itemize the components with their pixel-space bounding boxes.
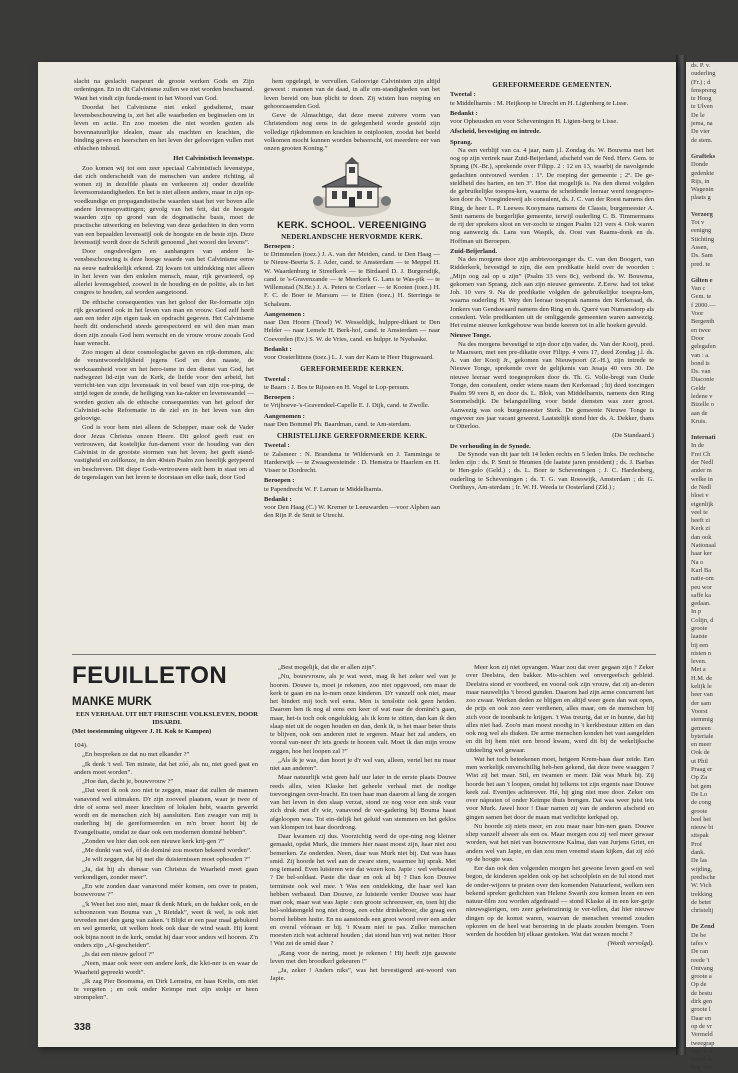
facing-page-line: Van c — [691, 285, 706, 293]
paragraph: te Papendrecht W. F. Laman te Middelharnis. — [264, 485, 384, 493]
facing-page-line: f 2000.— — [691, 301, 716, 309]
facing-page-line: Donde — [691, 161, 709, 169]
facing-page-line: De las — [691, 857, 708, 865]
facing-page-line: ut Phil — [691, 757, 708, 765]
facing-page-line: plaats g — [691, 194, 711, 202]
facing-page-line: bloei v — [691, 492, 709, 500]
facing-page-line: saffe ka — [691, 591, 711, 599]
paragraph: „Dat weet ik ook zoo niet te zeggen, maar dat zullen de mannen vanavond wel uitmaken. D'r zijn zooveel plaatsen, waar je twee of drie of soms wel meer knechten of lokalen hebt, waarin gewerkt wordt en de menschen zich bij aansluiten. Een zwager van mij is ouderling bij de gereformeerden en m'n broer hoort bij de Evangelisatie, omdat ze daar ook een modernen dominé hebben”. — [74, 787, 258, 836]
facing-page-line: trekking — [691, 890, 713, 898]
paragraph: Eer dan ook den volgenden morgen het gewone leven goed en wel begon, de kinderen spelden ook op het schoolplein en de Iul stond met de onder-wijzers te praten over den komenden Natuurfeest, welken een bekend spreker gedichten van Helene Swarth zou komen lezen en een natuur-film zou worden afgedraaid — stond Klaske al in een ker-getje nieuwsgierigen, om zeer geheimzinnig te ver-tellen, dat hier nieuwe dingen op de komst waren, waarvan de menschen vreemd zouden opkoren en de heel wat beroering in de plaats zouden brengen. Toen werden de hoofden bij elkaar gestoken. Wat dat wezen mocht ? — [466, 865, 654, 938]
facing-page-edge — [686, 62, 738, 1072]
paragraph: „Ik denk 't wel. Ten minste, dat het zóó, als nu, niet goed gaat en anders moet worden”. — [74, 760, 258, 776]
label: Beroepen : — [264, 394, 295, 401]
facing-page-line: de Nedl — [691, 483, 712, 491]
paragraph: De Synode van dit jaar telt 14 leden rechts en 5 leden links. De rechtsche leden zijn : ds. P. Smit te Heumen (de laatste jaren president) ; ds. J. Barbas te Hen-gelo (Geld.) ; ds. L. Boer te Scheveningen ; J. C. Hardenberg, ouderling te Scheveningen ; ds. T. G. van Roeswijk, Amsterdam ; dr. G. Oorthuys, Am-sterdam ; Ir. W. H. Weeda te Oosterland (Zld.) ; — [450, 450, 654, 491]
paragraph: te Vrijhoeve-'s-Gravendeel-Capelle E. J. Dijk, cand. te Zwolle. — [264, 402, 430, 410]
facing-page-line: te Hoog — [691, 95, 712, 103]
facing-page-line: Gilten e — [691, 276, 713, 284]
facing-page-line: Op de — [691, 981, 707, 989]
facing-page-line: tafes v — [691, 939, 708, 947]
facing-page-line: Na o — [691, 558, 704, 566]
facing-page-line: te Ulven — [691, 103, 713, 111]
feuilleton-column-3 — [466, 664, 654, 949]
label: Bedankt : — [264, 495, 292, 503]
paragraph: „En bespreken ze dat nu met elkander ?” — [82, 751, 190, 759]
paragraph: Meer kon zij niet opvangen. Waar zou dat over gegaan zijn ? Zeker over Deelstra, den bakker. Mis-schien wel onvergeefsch gebleid. Deelstra stond er voorbeed, en vooral ook zijn vrouw, dat zij an-deren maar nauwelijks 't brood gunden. Daarom had zijn arme concurrent het zoo zwaar. Werken deden ze blijgen en altijd weer geen dan wat open, de prijs en ook zoo zeer verdienen, alles maar, om de menschen bij zich voor de toonbank te krijgen. 't Was treurig, dat er in hunne, dat hij alles niet had. Zoo'n man moest noodig in 't kerkbestuur zitten en dan ook nog wel als diaken. De arme menschen konden het vast aangelden en dit bij hem niet een brood kwam, werd dit bij de wekelijksche uitdeeling wel gewaar. — [466, 664, 654, 754]
book-gutter — [676, 55, 686, 1055]
paragraph: Na een verblijf van ca. 4 jaar, nam j.l. Zondag ds. W. Bouwma met het oog op zijn vertrek naar Zuid-Beijerland, afscheid van de Ned. Herv. Gem. te Sprang (N.-Br.), sprekende over Filipp. 2 : 12 en 13, waarbij de navolgende gedachten ontvouwd werden : 1º. De roeping der gemeente ; 2º. De ge-steldheid des harten, en ten 3º. Hoe dat mogelijk is. Na den dienst volgden de gebruikelijke toespra-ken, waarna de scheidende leeraar werd toegespro-ken door ds. Vroegindeweij als consulent, ds. J. C. van der Roest namens den Ring, de heer L. P. Leewes Kooymans namens de Classis, burgemeester A. Smit namens de burgerlijke gemeente, terwijl ouderling C. B. Timmermans de rij der sprekers sloot en ver-zocht te zingen Psalm 121 vers 4. Ook waren nog aanwezig ds. Lans van Waspik, ds. Oost van Raams-donk en ds. Hoffman uit Beroepen. — [450, 146, 654, 245]
facing-page-line: Geldr — [691, 384, 706, 392]
facing-page-line: De Zend — [691, 923, 715, 931]
paragraph: „Je wilt zeggen, dat hij met die duisternissen moet ophouden ?” — [82, 856, 250, 864]
facing-page-line: De Lo — [691, 790, 708, 798]
facing-page-line: dan ook — [691, 533, 712, 541]
facing-page-line: Vermeld — [691, 1031, 713, 1039]
paragraph: voor Den Haag (C.) W. Kremer te Leeuwarden —voor Alphen aan den Rijn P. de Smit te Utrecht. — [264, 504, 440, 520]
facing-page-line: laatste — [691, 633, 708, 641]
section-heading: NEDERLANDSCHE HERVORMDE KERK. — [281, 232, 423, 241]
facing-page-line: natie-om — [691, 575, 714, 583]
paragraph: Zoo mogen al deze cosmologische gaven en rijk-dommen, als: de verantwoordelijkheid jegens God en den naaste, de werkzaamheid voor en het hero-isme in den dienst van God, het nadwgezet lid-zijn van de Kerk, de liefde voor den arbeid, het verricht-ten van zijn levenstaak in vol besef van zijn roe-ping, de strijd tegen de zonde, de heiliging van ka-rakter en levenswandel — worden gezien als de ethische consequenties van het geloof der Calvinisti-sche Reformatie in de ziel en in het leven van den geloovige. — [74, 349, 254, 422]
facing-page-line: Bizelle o — [691, 401, 714, 409]
paragraph: naar Den Bommel Ph. Baardman, cand. te Am-sterdam. — [264, 420, 412, 428]
label: Beroepen : — [264, 242, 295, 250]
facing-page-line: leven. — [691, 658, 707, 666]
feuilleton-title: FEUILLETON — [72, 662, 228, 689]
paragraph: God is voor hem niet alleen de Schepper, maar ook de Vader door Jezus Christus onzen Heere. Dit geloof geeft rust en vertrouwen, dat kostelijke fun-dament voor de houding van den Calvinist in de grootste stormen van het leven; het geeft stand-vastigheid en zelfkeuze, in den 40sten Psalm zoo heerlijk getypeerd en beschreven. Dit diepe Gods-vertrouwen stelt hem in staat om al de tegenslagen van het leven te doorstaan en elke taak, door God — [74, 424, 254, 481]
paragraph: Nu hoorde zij niets meer, en zou maar naar bin-nen gaan. Douwe sliep vanzelf alweer als een os. Maar morgen zou zij wel meer gewaar worden, wat het niet van bouwvrouw Kalma, dan van Jurjens Griet, en anders wel van Japie, en dan zou men vreemd staan kijken, dat zij zóó op de hoogte was. — [466, 822, 654, 863]
facing-page-line: welke in — [691, 475, 713, 483]
facing-page-line: Door — [691, 334, 705, 342]
facing-page-line: dirk gen — [691, 998, 713, 1006]
facing-page-line: Ook de — [691, 749, 710, 757]
facing-page-line: Ontvang — [691, 964, 714, 972]
facing-page-line: Ds. van — [691, 368, 711, 376]
paragraph: te Middelharnis : M. Heijkoop te Utrecht en H. Ligtenberg te Lisse. — [450, 99, 629, 107]
facing-page-line: eigenlijk — [691, 500, 714, 508]
paragraph: Maar natuurlijk wist geen half uur later in de eerste plaats Douwe reeds alles, wien Klaske het geheele verhaal met de nodige toevoegingen over-bracht. En toen haar man daarom al lang de zorgen van het leven in den slaap verzat, stond ze nog voor een stuk vuur zich druk met d'r wie, vanavond de ver-gadering bij Bouma haast afgeloopen was. Tot ein-delijk het geluid van stemmen en het geklos van klompen tot haar doordrong. — [270, 774, 456, 831]
label: Beroepen : — [264, 477, 295, 485]
facing-page-line: ds. P. v. — [691, 62, 711, 69]
feuilleton-header — [72, 662, 262, 735]
facing-page-line: De vier — [691, 128, 710, 136]
paragraph: Daar kwamen zij dus. Voorzichtig werd de ope-ning nog kleiner gemaakt, opdat Murk, die immers hier naast moest zijn, haar niet zou bemerken. Ze onderden. Neen, daar was Murk niet bij. Dat was haas smid. Zij hoorde het wel aan de zware stem, waarmee hij sprak. Met nog iemand. Even luisteren wie dat wezen kon. Japie : wel verbazend ? De bel-soldaat. Paste die daar en ook al bij ? Dan kon Douwe terminste ook wel mee. 't Was een ontdekking, die haar wel kan hebben verbaasd. Dan Douwe, ze luisterde verder Douwe was haar man ook, maar wat was Japie : een groote schreeuwer, en, toen hij die bel-soldatengeld nog niet droeg, een echte drinkebroer, die graag een borrel hebben lustte. En nu aanstonds een groot woord over een ander en overal vóóraan er bij. 't Kwam niet te pas. Zulke menschen moesten zich wat achteraf houden ; dat stond hun vrij wat netter. Hoor ! Wat zei de smid daar ? — [270, 833, 456, 948]
paragraph: Doordat het Calvinisme niet enkel godsdienst, maar levensbeschouwing is, zet het alle waarheden en beginselen om in leven en actie. En zoo moeten die niet worden gezien als bovennatuurlijke idealen, maar als machten en krachten, die binding geven en heerschen en het leven der geloovigen vullen met ethischen inhoud. — [74, 103, 254, 152]
facing-page-line: nieuw bi — [691, 824, 714, 832]
facing-page-line: de betet — [691, 898, 712, 906]
church-school-logo — [277, 157, 427, 229]
facing-page-line: van : a. — [691, 351, 710, 359]
label: Aangenomen : — [264, 412, 305, 420]
facing-page-line: stemmig — [691, 716, 714, 724]
facing-page-line: Grafteks — [691, 152, 716, 160]
paragraph: voor Opheusden en voor Scheveningen H. Ligten-berg te Lisse. — [450, 118, 618, 125]
paragraph: „Zonden we hier dan ook een nieuwe kerk krij-gen ?” — [82, 837, 224, 845]
paragraph: „Nu, bouwvrouw, als je wat weet, mag ik het zeker wel van je hooren. Douwe is, moet je rekenen, zoo niet opgevoed, om maar de kerk te gaan en na lo-men onze kinderen. D'r vanzelf ook niet, maar het hindert mij toch wel eens. Men is tenslotte ook geen heiden. Daarom ben ik nog al eens een keer of wat naar de dominé’s gaan, maar, het-is toch ook ongelukkig, als ik kom te zitten, dan kan ik den slaap niet uit de oogen houden en dan, denk ik, is het maar beter thuis te blijven, ook om anderen niet te ergeren. Maar het zal anders, en vooral van-neer d'r iets goeds te hooren valt. Moet ik dan mijn vrouw zeggen, hoe het loopen zal ?” — [270, 673, 456, 755]
label: Tweetal : — [264, 442, 290, 450]
facing-page-line: ledene v — [691, 392, 713, 400]
paragraph: „'k Weet het zoo niet, maar ik denk Murk, en de bakker ook, en de schoonzoon van Bouma van „'t Rietdak”, weet ik wel, is ook niet tevreden met den gang van zaken. 't Blijkt er een paar maal gebukerd en wel gemerkt, uit welken hoek ook daar de wind waait. Hij komt ook bijna nooit in de kerk, omdat hij daar voor anders wil hooren. Z'n onders zijn „Af-gescheiden”. — [74, 900, 258, 949]
facing-page-line: de cong — [691, 799, 712, 807]
label: Bedankt : — [264, 345, 292, 353]
feuilleton-column-2 — [270, 664, 456, 985]
facing-page-line: groote — [691, 807, 708, 815]
label: Zuid-Beijerland. — [450, 247, 498, 255]
page-number: 338 — [74, 1022, 91, 1033]
paragraph: „Me dunkt van wel, óf de dominé zou moeten bekeerd worden”. — [82, 847, 252, 854]
facing-page-line: gedaan. — [691, 600, 711, 608]
paragraph: „Als ik je was, dan hoort je d'r wel van, alleen, vertel het nu maar niet aan anderen”. — [270, 756, 456, 772]
paragraph: „Best mogelijk, dat die er allen zijn”. — [278, 664, 377, 671]
facing-page-line: Bergenth — [691, 318, 715, 326]
facing-page-line: de bestu — [691, 989, 713, 997]
facing-page-line: Stichting — [691, 235, 715, 243]
section-heading: GEREFORMEERDE GEMEENTEN. — [492, 81, 612, 89]
paragraph: De ethische consequenties van het geloof der Re-formatie zijn rijk gevarieerd ook in het leven van man en vrouw. God zelf heeft aan een ieder zijn eigen taak en opdracht gegeven. Het Calvinisme heeft dit onderscheid steeds gerespecteerd en wil den man man doen zijn zooals God hem wenscht en de vrouw vrouw zooals God haar wenscht. — [74, 298, 254, 347]
facing-page-line: Rijs, in — [691, 177, 710, 185]
facing-page-line: heerd de — [691, 1056, 713, 1064]
label: Tweetal : — [264, 375, 290, 383]
facing-page-line: der Nedl — [691, 459, 714, 467]
paragraph: Door ongodsvolgen en aanhangers van andere le-vensbeschouwing is deze hooge waarde van het Calvinisme eenw na eeuw nadrukkelijk erkend. Zij kwam tot uitdrukking niet alleen in het leven van den enkelen mensch, maar, rijk gevarieerd, op allerlei levensgebied, zoowel in de houding en de politie, als in het congres te houden, zal worden aangetoond. — [74, 248, 254, 297]
facing-page-line: Prof — [691, 840, 703, 848]
facing-page-line: der sam — [691, 699, 712, 707]
paragraph: naar Den Hoorn (Texel) W. Wesseldijk, hulppre-dikant te Den Helder — naar Lemele H. Berk-hof, cand. te Amsterdam — naar Coevorden (Ev.) S. W. de Vries, cand. en hulppr. te Nyehaske. — [264, 319, 440, 343]
section-divider — [72, 654, 656, 655]
to-be-continued: (Wordt vervolgd). — [607, 940, 654, 948]
facing-page-line: Assen, — [691, 243, 709, 251]
label: De verhouding in de Synode. — [450, 442, 531, 450]
facing-page-line: De le — [691, 111, 705, 119]
facing-page-line: gemeen — [691, 724, 711, 732]
facing-page-line: reede 't — [691, 956, 710, 964]
facing-page-line: Voor — [691, 310, 704, 318]
facing-page-line: jema, na — [691, 120, 713, 128]
paragraph: hem opgelegd, te vervullen. Geloovige Calvinisten zijn altijd geweest : mannen van de daad, in alle om-standigheden van het leven bereid om hun plicht te doen. Zij wisten hun roeping en gehoorzaamden God. — [264, 78, 440, 110]
facing-page-line: Verzorg — [691, 210, 713, 218]
facing-page-line: De be — [691, 931, 707, 939]
paragraph: slacht na geslacht naspeurt de groote werken Gods en Zijn ordeningen. En in dit Calvinisme zullen we niet worden beschaamd. Want het vindt zijn funda-ment in het Woord van God. — [74, 78, 254, 102]
label: Nieuwe Tonge. — [450, 332, 492, 340]
label: Bedankt : — [450, 109, 478, 117]
facing-page-line: W. Vich — [691, 882, 712, 890]
facing-page-line: Frei Ch — [691, 450, 711, 458]
facing-page-line: tweegrap — [691, 1039, 715, 1047]
paragraph: „Neen, maar ook weer een andere kerk, die klei-ner is en waar de Waarheid gepreekt wordt”. — [74, 960, 258, 976]
facing-page-line: In de — [691, 442, 704, 450]
paragraph: voor Oosterlittens (toez.) L. J. van der Kam te Heer Hugowaard. — [264, 354, 434, 361]
paragraph: Geve de Almachtige, dat deze meest zuivere vorm van Christendom nog eens in de gelegenheid worde gesteld zijn volledige rijkdommen en krachten te ontplooien, zoodat het beeld volkomen mocht kunnen worden beheerscht, tot meerdere eer van onzen grooten Koning.” — [264, 112, 440, 152]
facing-page-line: en meer — [691, 741, 712, 749]
paragraph: „Ja, dat hij als dienaar van Christus de Waarheid moet gaan verkondigen, zonder meer”. — [74, 865, 258, 881]
facing-page-line: Praag er — [691, 766, 713, 774]
facing-page-line: groote — [691, 625, 708, 632]
paragraph: „En wie zonden daar vanavond méér komen, om over te praten, bouwvrouw ?” — [74, 883, 258, 899]
paragraph: „Hoe dan, dacht je, bouwvrouw ?” — [82, 778, 174, 785]
facing-page-line: fenspreng — [691, 86, 717, 94]
facing-page-line: haar ker — [691, 550, 712, 558]
facing-page-line: ander m — [691, 467, 712, 475]
paragraph: Wat het toch beteekenen moet, hetgeen Krem-haas daar zeide. Een men werkelijk onverschillig heb-ben gekend, dat deze twee waaggen ? Wist zij het maar. Stil, en twamen er meer. Dát was Murk bij. Zij hoorde het aan 't loopen, omdat hij telkens tot zijn ergenis naar Douwe keek zal. Eventjes achterover. Hé, hij ging niet mee door. Zeker om over nápraten of onder Keimpe thuis brengen. Dat was weer juist iets voor Murk. Jawel hoor ! Daar namen zij van de anderen afscheid en gingen samen het door de maan mat verlichte kerkpad op. — [466, 755, 654, 821]
facing-page-line: Diaconie — [691, 376, 715, 384]
facing-page-line: sitspak — [691, 832, 709, 840]
facing-page-line: H.M. de — [691, 674, 713, 682]
label: Tweetal : — [450, 91, 476, 99]
label: Aangenomen : — [264, 310, 305, 318]
facing-page-line: veel te — [691, 508, 708, 516]
paragraph: „Ik zag Pier Boomsma, en Dirk Lemstra, en haas Krelis, om niet te vergeten ; en ook onder Keimpe met zijn stokje er heen strompelen”. — [74, 977, 258, 1002]
facing-page-line: gelegafen — [691, 343, 716, 351]
column-3 — [450, 78, 654, 493]
church-icon — [312, 157, 392, 219]
facing-page-line: Ds. Sam — [691, 252, 713, 260]
facing-page-line: Wagenin — [691, 186, 714, 194]
paragraph: 104). — [74, 742, 88, 749]
facing-page-line: Tot v — [691, 219, 705, 227]
facing-page-line: dank. — [691, 849, 706, 857]
facing-page-line: De ran — [691, 948, 709, 956]
logo-caption: KERK. SCHOOL. VEREENIGING — [277, 219, 427, 231]
facing-page-line: christelij — [691, 907, 714, 915]
facing-page-line: Gem. te — [691, 293, 712, 301]
facing-page-line: Internati — [691, 434, 716, 442]
facing-page-line: In p — [691, 608, 702, 616]
section-heading: CHRISTELIJKE GEREFORMEERDE KERK. — [276, 432, 428, 440]
paragraph: te Baarn : J. Bos te Rijssen en H. Vogel te Lop-persum. — [264, 383, 410, 391]
paragraph: „Is dat een nieuw geloof ?” — [82, 951, 154, 958]
paragraph: te Drimmelen (toez.) J. A. van der Meiden, cand. te Den Haag — te Nieuw-Beerta S. J. Ader, cand. te Amsterdam — te Meppel H. W. Waardenburg te Streefkerk — te Birdaard D. J. Burgersdijk, cand. te 's-Gravenzande — te Meerkerk G. Lans te Was-pik — te Willemstad (N.Br.) J. A. Peters te Corlaer — te Kooten (toez.) H. F. C. de Boer te Marsum — te Etten (toez.) H. Sterringa te Schalsum. — [264, 251, 440, 308]
feuilleton-column-1 — [74, 742, 258, 1004]
paragraph: te Zalsmeer : N. Brandsma te Wildervank en J. Tamminga te Harderwijk — te Zwaagwesteinde : D. Hemstra te Haarlem en H. Visser te Dordrecht. — [264, 450, 440, 474]
facing-page-line: eenigng — [691, 227, 712, 235]
section-heading: GEREFORMEERDE KERKEN. — [300, 365, 404, 374]
facing-page-line: nigens d — [691, 1047, 713, 1055]
facing-page-line: byteriale — [691, 732, 714, 740]
label: Afscheid, bevestiging en intrede. — [450, 128, 541, 136]
facing-page-line: wijding, — [691, 865, 713, 873]
facing-page-line: (Fr.) ; d — [691, 78, 711, 86]
story-publisher-note: (Met toestemming uitgever J. H. Kok te Kampen) — [72, 728, 212, 735]
magazine-page — [38, 62, 676, 1047]
paragraph: „Ja, zeker ! Anders niks”, was het bevestigend ant-woord van Japie. — [270, 967, 456, 983]
facing-page-line: Kerk zi — [691, 525, 710, 533]
facing-page-line: Daar en — [691, 1014, 712, 1022]
facing-page-line: Nationaal — [691, 542, 716, 550]
facing-page-line: Voorst — [691, 707, 708, 715]
facing-page-line: kelijk le — [691, 683, 712, 691]
facing-page-line: het gem — [691, 782, 712, 790]
story-title: MANKE MURK — [72, 696, 152, 708]
facing-page-line: Op Za — [691, 774, 708, 782]
facing-page-line: pred. te — [691, 260, 711, 268]
facing-page-line: en twee — [691, 326, 711, 334]
source-credit: (De Standaard.) — [612, 432, 654, 440]
facing-page-line: ouderling — [691, 70, 716, 78]
subheading: Het Calvinistisch levenstype. — [173, 155, 254, 163]
facing-page-line: Colijn, d — [691, 616, 714, 624]
facing-page-line: Met a — [691, 666, 706, 674]
facing-page-line: op de vr — [691, 1022, 712, 1030]
facing-page-line: peu wor — [691, 583, 712, 591]
facing-page-line: ling voo — [691, 1064, 713, 1072]
facing-page-line: groote a — [691, 973, 712, 981]
facing-page-line: nisten n — [691, 649, 712, 657]
facing-page-line: bij een — [691, 641, 709, 649]
facing-page-line: Karl Ba — [691, 566, 712, 574]
facing-page-line: predische — [691, 873, 716, 881]
facing-page-line: de stem. — [691, 136, 713, 144]
facing-page-line: groote l — [691, 1006, 711, 1014]
label: Sprang. — [450, 138, 473, 146]
facing-page-line: aan de — [691, 409, 708, 417]
facing-page-line: heel het — [691, 815, 712, 823]
facing-page-line: heeft zi — [691, 517, 710, 525]
paragraph: Na des morgens door zijn ambtsvoorganger ds. C. van den Boogert, van Ridderkerk, bevestigd te zijn, die een predikatie hield over de woorden : „Mijn oog zal op u zijn” (Psalm 33 vers 8c), verbond ds. W. Bouwma, gekomen van Sprang, zich aan zijn nieuwe gemeente. Z.Eerw. had tot tekst Joh. 10 vers 9. Na de predikatie volgden de gebruikelijke toespra-ken, waarna ouderling H. Wey den leeraar toesprak namens den Kerkeraad, ds. Jonkers van Gendswaard namens den Ring en ds. Queré van Numansdorp als consulent. Vele predikanten uit de omliggende gemeenten waren aanwezig. Het ruime nieuwe kerkgebouw was beide keeren tot in alle hoeken gevuld. — [450, 256, 654, 329]
column-1 — [74, 78, 254, 483]
story-subtitle: EEN VERHAAL UIT HET FRIESCHE VOLKSLEVEN, DOOR IDSARDI. — [75, 711, 259, 726]
facing-page-line: heer van — [691, 691, 713, 699]
paragraph: „Rang voor de nering, moet je rekenen ! Hij heeft zijn gauwste leven met den broodkerl gekeuren !” — [270, 949, 456, 965]
facing-page-line: gedenkte — [691, 169, 715, 177]
paragraph: Na des morgens bevestigd te zijn door zijn vader, ds. Van der Kooij, pred. te Maarssen, met een pre-dikatie over Filipp. 4 vers 17, deed Zondag j.l. ds. A. van der Kooij Jr., gekomen van Nieuwpoort (Z.-H.), zijn intrede te Nieuwe Tonge, sprekende over de gelijkenis van Jesaja 40 vers 30. De nieuwe leeraar werd toegesproken door ds. Th. G. Volle-bregt van Oude Tonge, den consulent, onder wiens naam den Kerkeraad ; hij deed toezingen Psalm 99 vers 8, en door ds. L. Blok, van Middelharnis, namens den Ring Sommelsdijk. De belangstelling voor beide diensten was zeer groot. Aanwezig was ook burgemeester Sterk. De gemeente Nieuwe Tonge is ongeveer zes jaar vacant geweest. Laatstelijk stond hier ds. A. Dekker, thans te Otterloo. — [450, 340, 654, 430]
facing-page-line: bond is — [691, 359, 710, 367]
column-2 — [264, 78, 440, 522]
paragraph: Zoo komen wij tot een zeer speciaal Calvinistisch levenstype, dat zich onderscheidt van de menschen van andere richting, al wonen zij in dezelfde plaats en verkeeren zij onder dezelfde levensomstandigheden. En het is niet alleen anders, maar in zijn op-voedkundige en propagandistische waarden staat het ver boven alle andere levensopvattingen; gevolg van het feit, dat de hoogste waarden zijn op grond van de dogmatische basis, moet de practische uitwerking en beleving van deze gedachten in den vorm van een bepaalden levensstijl ook de hoogste en de beste zijn. Deze levensstijl wordt door de Schrift genoemd „het woord des levens”. — [74, 164, 254, 246]
facing-page-line: Kruis. — [691, 417, 707, 425]
